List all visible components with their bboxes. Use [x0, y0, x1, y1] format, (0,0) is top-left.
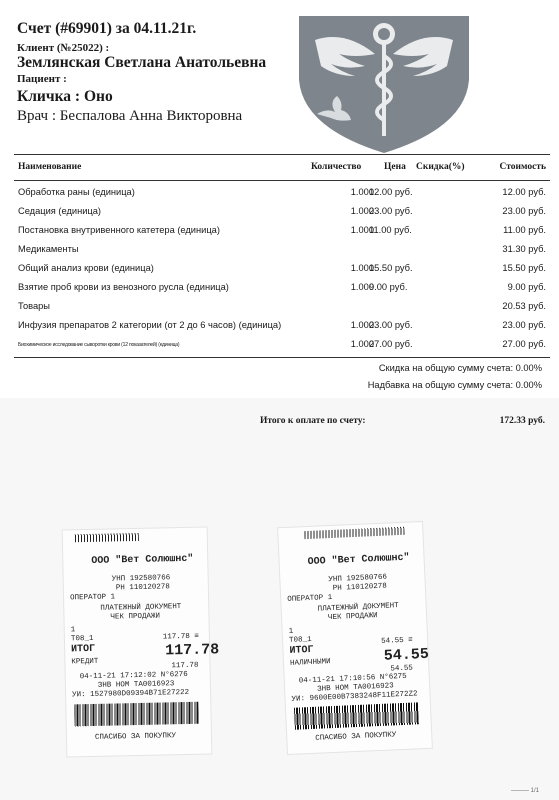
receipt-line-no: 1: [288, 627, 294, 636]
patient-label: Пациент :: [17, 73, 67, 85]
row-name: Товары: [18, 301, 50, 311]
receipt-rn: РН 110120278: [332, 582, 387, 593]
row-price: 9.00 руб.: [369, 282, 408, 292]
receipt-top-barcode: [75, 533, 139, 542]
receipt-pay-value: 54.55: [390, 664, 414, 674]
markup-note: Надбавка на общую сумму счета: 0.00%: [367, 380, 542, 390]
receipt-ui: УИ: 9600E00B7383248F11E272Z2: [291, 690, 418, 704]
row-qty: 1.000: [350, 320, 374, 330]
receipt-item-code: Т08_1: [288, 635, 312, 645]
caduceus-wings-emblem-icon: [295, 10, 473, 155]
client-name: Землянская Светлана Анатольевна: [17, 54, 267, 71]
receipt-total-label: ИТОГ: [71, 643, 96, 656]
receipt-total-label: ИТОГ: [289, 644, 314, 657]
row-total: 20.53 руб.: [502, 301, 546, 311]
col-header-discount: Скидка(%): [416, 162, 465, 172]
discount-note: Скидка на общую сумму счета: 0.00%: [378, 363, 542, 373]
row-name: Обработка раны (единица): [18, 187, 135, 197]
row-name: Инфузия препаратов 2 категории (от 2 до 6 часов) (единица): [18, 320, 282, 330]
row-qty: 1.000: [350, 225, 374, 235]
table-row: [14, 260, 550, 279]
row-total: 12.00 руб.: [502, 187, 546, 197]
col-header-price: Цена: [384, 162, 406, 172]
table-header-rule: [14, 180, 550, 181]
table-row: [14, 298, 550, 317]
row-qty: 1.000: [350, 187, 374, 197]
receipt-pay-method: НАЛИЧНЫМИ: [289, 658, 331, 668]
grand-total-value: 172.33 руб.: [499, 416, 545, 426]
receipt-rn: РН 110120278: [115, 583, 170, 593]
row-qty: 1.000: [350, 206, 374, 216]
row-total: 9.00 руб.: [507, 282, 546, 292]
invoice-title: Счет (#69901) за 04.11.21г.: [17, 20, 197, 37]
receipt-inn: УНП 192580766: [111, 574, 171, 584]
receipt-datetime: 04-11-21 17:10:56 N°6275: [298, 672, 407, 686]
row-qty: 1.000: [350, 282, 374, 292]
receipt-barcode: [294, 702, 419, 729]
receipt-pay-method: КРЕДИТ: [71, 657, 99, 667]
row-qty: 1.000: [350, 339, 374, 349]
receipt-operator: ОПЕРАТОР 1: [69, 593, 116, 603]
doctor-name: Врач : Беспалова Анна Викторовна: [17, 108, 243, 124]
receipt-company: ООО "Вет Солюшнс": [307, 552, 410, 568]
table-row: [14, 241, 550, 260]
row-name: Седация (единица): [18, 206, 102, 216]
receipt-item-code: Т08_1: [70, 634, 94, 644]
receipt-card: [277, 521, 433, 755]
row-total: 23.00 руб.: [502, 206, 546, 216]
col-header-qty: Количество: [311, 162, 362, 172]
table-row: [14, 184, 550, 203]
row-price: 12.00 руб.: [369, 187, 413, 197]
receipt-ui: УИ: 1527980D09394B71E27222: [72, 688, 190, 700]
table-row: [14, 203, 550, 222]
table-bottom-rule: [14, 357, 550, 358]
row-price: 27.00 руб.: [369, 339, 413, 349]
col-header-total: Стоимость: [499, 162, 546, 172]
row-name: Биохимическое исследование сыворотки крови (12 показателей) (единица): [18, 342, 180, 348]
receipt-zn: ЗНВ НОМ ТА0016923: [317, 682, 394, 694]
receipt-item-amount: 117.78 ≡: [162, 632, 200, 642]
receipt-footer: СПАСИБО ЗА ПОКУПКУ: [315, 731, 397, 743]
client-label: Клиент (№25022) :: [17, 42, 110, 54]
row-price: 11.00 руб.: [369, 225, 412, 235]
row-qty: 1.000: [350, 263, 374, 273]
receipt-operator: ОПЕРАТОР 1: [287, 593, 333, 604]
receipt-datetime: 04-11-21 17:12:02 N°6276: [79, 670, 188, 682]
table-row: [14, 317, 550, 336]
row-name: Общий анализ крови (единица): [18, 263, 154, 273]
receipt-total-value: 54.55: [383, 645, 430, 665]
page-corner-mark: ——— 1/1: [510, 788, 539, 794]
row-name: Медикаменты: [18, 244, 79, 254]
receipt-company: ООО "Вет Солюшнс": [91, 553, 194, 567]
receipt-zn: ЗНВ НОМ ТА0016923: [97, 680, 175, 690]
receipt-doc-title: ПЛАТЕЖНЫЙ ДОКУМЕНТ: [317, 602, 399, 614]
receipt-item-amount: 54.55 ≡: [381, 636, 413, 646]
grand-total-label: Итого к оплате по счету:: [260, 416, 366, 426]
pet-name: Кличка : Оно: [17, 88, 113, 105]
row-price: 23.00 руб.: [369, 320, 413, 330]
row-total: 31.30 руб.: [502, 244, 546, 254]
row-total: 27.00 руб.: [502, 339, 546, 349]
table-row: [14, 336, 550, 355]
row-price: 23.00 руб.: [369, 206, 413, 216]
receipt-doc-sub: ЧЕК ПРОДАЖИ: [327, 611, 378, 623]
col-header-name: Наименование: [18, 162, 82, 172]
receipt-top-barcode: [304, 527, 404, 539]
table-top-rule: [14, 154, 550, 155]
row-total: 11.00 руб.: [503, 225, 546, 235]
row-price: 15.50 руб.: [369, 263, 413, 273]
receipt-doc-title: ПЛАТЕЖНЫЙ ДОКУМЕНТ: [100, 603, 182, 613]
receipt-total-value: 117.78: [165, 641, 220, 660]
row-name: Взятие проб крови из венозного русла (единица): [18, 282, 229, 292]
table-row: [14, 279, 550, 298]
receipt-inn: УНП 192580766: [328, 573, 388, 585]
row-name: Постановка внутривенного катетера (единица): [18, 225, 220, 235]
receipt-doc-sub: ЧЕК ПРОДАЖИ: [110, 612, 161, 622]
receipt-card: [62, 526, 220, 757]
receipt-pay-value: 117.78: [171, 661, 199, 671]
row-total: 15.50 руб.: [502, 263, 546, 273]
receipt-line-no: 1: [70, 626, 76, 635]
receipt-barcode: [74, 702, 198, 727]
receipt-footer: СПАСИБО ЗА ПОКУПКУ: [94, 732, 177, 742]
row-total: 23.00 руб.: [502, 320, 546, 330]
table-row: [14, 222, 550, 241]
